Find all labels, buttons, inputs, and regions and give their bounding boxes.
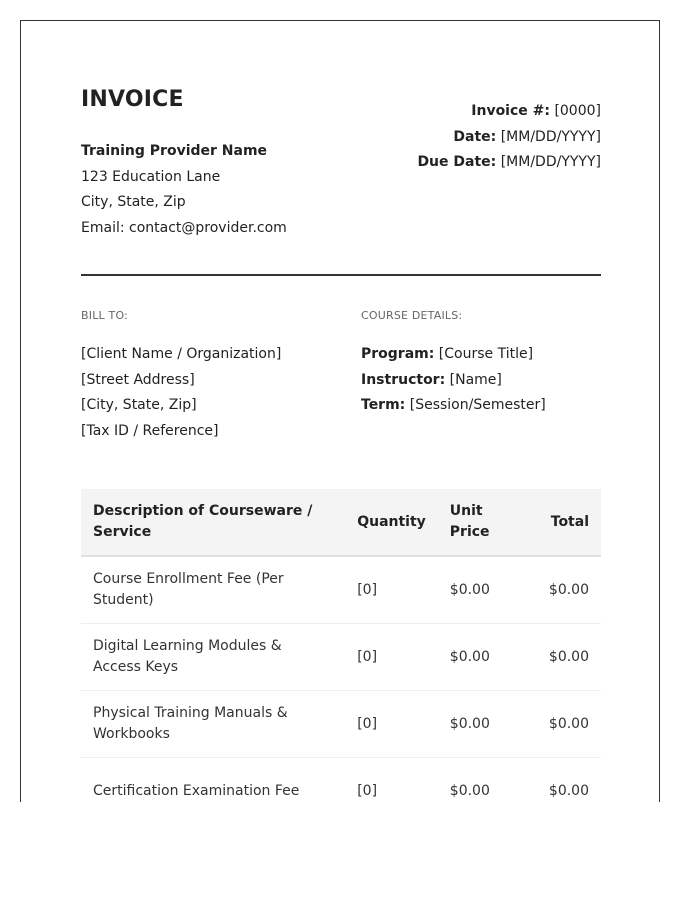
bill-to-street: [Street Address] — [81, 371, 195, 388]
provider-info — [81, 139, 287, 242]
row-total: $0.00 — [528, 624, 601, 691]
row-description: Physical Training Manuals & Workbooks — [81, 691, 345, 758]
due-date-label: Due Date: — [417, 154, 497, 170]
program-value: [Course Title] — [438, 346, 534, 362]
header-row — [81, 489, 601, 556]
bill-to-tax-id: [Tax ID / Reference] — [81, 423, 219, 440]
header-quantity: Quantity — [345, 489, 438, 556]
invoice-meta — [417, 99, 601, 176]
invoice-date-label: Date: — [453, 128, 497, 145]
line-items-table — [81, 489, 601, 802]
row-total: $0.00 — [528, 691, 601, 758]
course-details-lines — [361, 342, 601, 419]
invoice-date-line — [417, 125, 601, 151]
term-label: Term: — [361, 397, 406, 414]
invoice-number-value: [0000] — [554, 103, 601, 119]
row-quantity: [0] — [345, 691, 438, 758]
provider-city: City, State, Zip — [81, 194, 186, 211]
bill-to-lines — [81, 342, 341, 445]
course-instructor-line — [361, 368, 601, 394]
invoice-number-label: Invoice #: — [471, 103, 550, 119]
course-term-line — [361, 393, 601, 419]
provider-email: Email: contact@provider.com — [81, 220, 287, 237]
table-row — [81, 758, 601, 803]
line-items-header — [81, 489, 601, 556]
row-description: Certification Examination Fee — [81, 758, 345, 803]
row-unit-price: $0.00 — [438, 624, 528, 691]
term-value: [Session/Semester] — [409, 397, 546, 414]
bill-to-heading: BILL TO: — [81, 309, 129, 322]
line-items-body — [81, 556, 601, 802]
bill-to-client: [Client Name / Organization] — [81, 346, 282, 362]
row-unit-price: $0.00 — [438, 758, 528, 803]
invoice-page — [20, 20, 660, 802]
row-description: Course Enrollment Fee (Per Student) — [81, 556, 345, 624]
row-unit-price: $0.00 — [438, 556, 528, 624]
row-total: $0.00 — [528, 758, 601, 803]
due-date-value: [MM/DD/YYYY] — [500, 154, 601, 170]
table-row — [81, 624, 601, 691]
course-details-heading: COURSE DETAILS: — [361, 309, 463, 322]
row-unit-price: $0.00 — [438, 691, 528, 758]
row-quantity: [0] — [345, 758, 438, 803]
invoice-title: INVOICE — [81, 87, 184, 112]
row-total: $0.00 — [528, 556, 601, 624]
row-description: Digital Learning Modules & Access Keys — [81, 624, 345, 691]
provider-street: 123 Education Lane — [81, 168, 221, 185]
instructor-value: [Name] — [449, 371, 502, 388]
header-total: Total — [528, 489, 601, 556]
course-program-line — [361, 342, 601, 368]
program-label: Program: — [361, 346, 435, 362]
table-row — [81, 556, 601, 624]
invoice-date-value: [MM/DD/YYYY] — [500, 128, 601, 145]
due-date-line — [417, 150, 601, 176]
row-quantity: [0] — [345, 556, 438, 624]
invoice-number-line — [417, 99, 601, 125]
header-description: Description of Courseware / Service — [81, 489, 345, 556]
course-details-section — [361, 309, 601, 419]
provider-name: Training Provider Name — [81, 143, 268, 159]
bill-to-city: [City, State, Zip] — [81, 397, 197, 414]
header-unit-price: Unit Price — [438, 489, 528, 556]
header-divider — [81, 274, 601, 276]
instructor-label: Instructor: — [361, 371, 446, 388]
bill-to-section — [81, 309, 341, 445]
row-quantity: [0] — [345, 624, 438, 691]
table-row — [81, 691, 601, 758]
